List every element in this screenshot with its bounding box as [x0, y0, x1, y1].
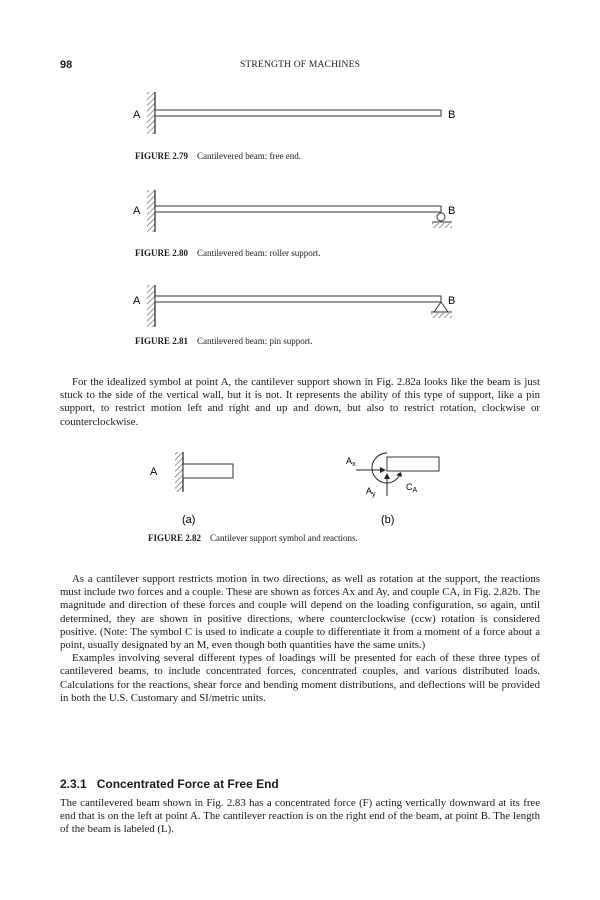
paragraph-2	[60, 573, 540, 705]
figure-label: FIGURE 2.81	[135, 336, 189, 346]
ax-label: $A_x$	[346, 456, 356, 468]
subfigure-b-label: (b)	[381, 514, 395, 526]
end-a-label: A	[133, 109, 141, 121]
beam-stub	[183, 464, 233, 478]
figure-2-79-caption	[135, 151, 301, 161]
paragraph-1	[60, 376, 540, 429]
ground-hatch	[432, 223, 452, 228]
page-number: 98	[60, 59, 73, 71]
pin-support	[434, 302, 448, 312]
beam	[155, 296, 441, 302]
figure-label: FIGURE 2.80	[135, 248, 189, 258]
running-head: STRENGTH OF MACHINES	[239, 60, 361, 70]
beam-free-body	[387, 457, 439, 471]
paragraph-text: Examples involving several different types of loadings will be presented for each of these three types of cantilevered beams, to include concentrated forces, concentrated couples, and various distributed loads. Calculations for the reactions, shear force and bending moment distributions, and deflections will be provided in both the U.S. Customary and SI/metric units.	[60, 652, 540, 704]
section-heading	[60, 777, 279, 791]
figure-2-81-diagram	[0, 281, 600, 333]
end-b-label: B	[448, 205, 456, 217]
subfigure-a-label: (a)	[182, 514, 196, 526]
section-number: 2.3.1	[60, 777, 87, 791]
ca-label: $C_A$	[406, 482, 418, 494]
wall-hatch	[147, 285, 155, 327]
paragraph-text: For the idealized symbol at point A, the cantilever support shown in Fig. 2.82a looks like the beam is just stuck to the side of the vertical wall, but it is not. It represents the ability of this type of support, like a pin support, to restrict motion left and right and up and down, but also to restrict rotation, clockwise or counterclockwise.	[60, 376, 540, 428]
paragraph-4	[60, 797, 540, 837]
figure-label: FIGURE 2.79	[135, 151, 189, 161]
ground-hatch	[431, 313, 452, 318]
roller-support	[437, 213, 445, 221]
figure-2-80-caption	[135, 248, 320, 258]
wall-hatch	[175, 452, 183, 492]
end-b-label: B	[448, 109, 456, 121]
wall-hatch	[147, 190, 155, 232]
ay-arrowhead	[384, 473, 390, 479]
ax-arrowhead	[380, 467, 386, 473]
figure-caption-text: Cantilevered beam: roller support.	[197, 248, 321, 258]
figure-label: FIGURE 2.82	[148, 533, 202, 543]
figure-caption-text: Cantilevered beam: free end.	[197, 151, 301, 161]
figure-caption-text: Cantilever support symbol and reactions.	[210, 533, 358, 543]
figure-2-80-diagram	[0, 186, 600, 238]
paragraph-text: The cantilevered beam shown in Fig. 2.83 has a concentrated force (F) acting vertically downward at its free end that is on the left at point A. The cantilever reaction is on the right end of the beam, at point B. The length of the beam is labeled (L).	[60, 797, 540, 836]
beam	[155, 110, 441, 116]
figure-2-81-caption	[135, 336, 313, 346]
figure-2-82-caption	[148, 533, 358, 543]
beam	[155, 206, 441, 212]
paragraph-text: As a cantilever support restricts motion in two directions, as well as rotation at the support, the reactions must include two forces and a couple. These are shown as forces Ax and Ay, and couple CA, in Fig. 2.82b. The magnitude and direction of these forces and couple will depend on the loading configuration, so again, until determined, they are shown in positive directions, where counterclockwise (ccw) rotation is considered positive. (Note: The symbol C is used to indicate a couple to differentiate it from a moment of a force about a point, usually designated by an M, even though both quantities have the same units.)	[60, 573, 540, 652]
ay-label: $A_y$	[366, 486, 376, 498]
end-a-label: A	[133, 295, 141, 307]
wall-hatch	[147, 92, 155, 134]
figure-2-79-diagram	[0, 88, 600, 138]
section-title: Concentrated Force at Free End	[96, 777, 279, 791]
point-a-label: A	[150, 466, 158, 478]
end-b-label: B	[448, 295, 456, 307]
figure-caption-text: Cantilevered beam: pin support.	[197, 336, 313, 346]
end-a-label: A	[133, 205, 141, 217]
figure-2-82-diagram	[0, 448, 600, 530]
